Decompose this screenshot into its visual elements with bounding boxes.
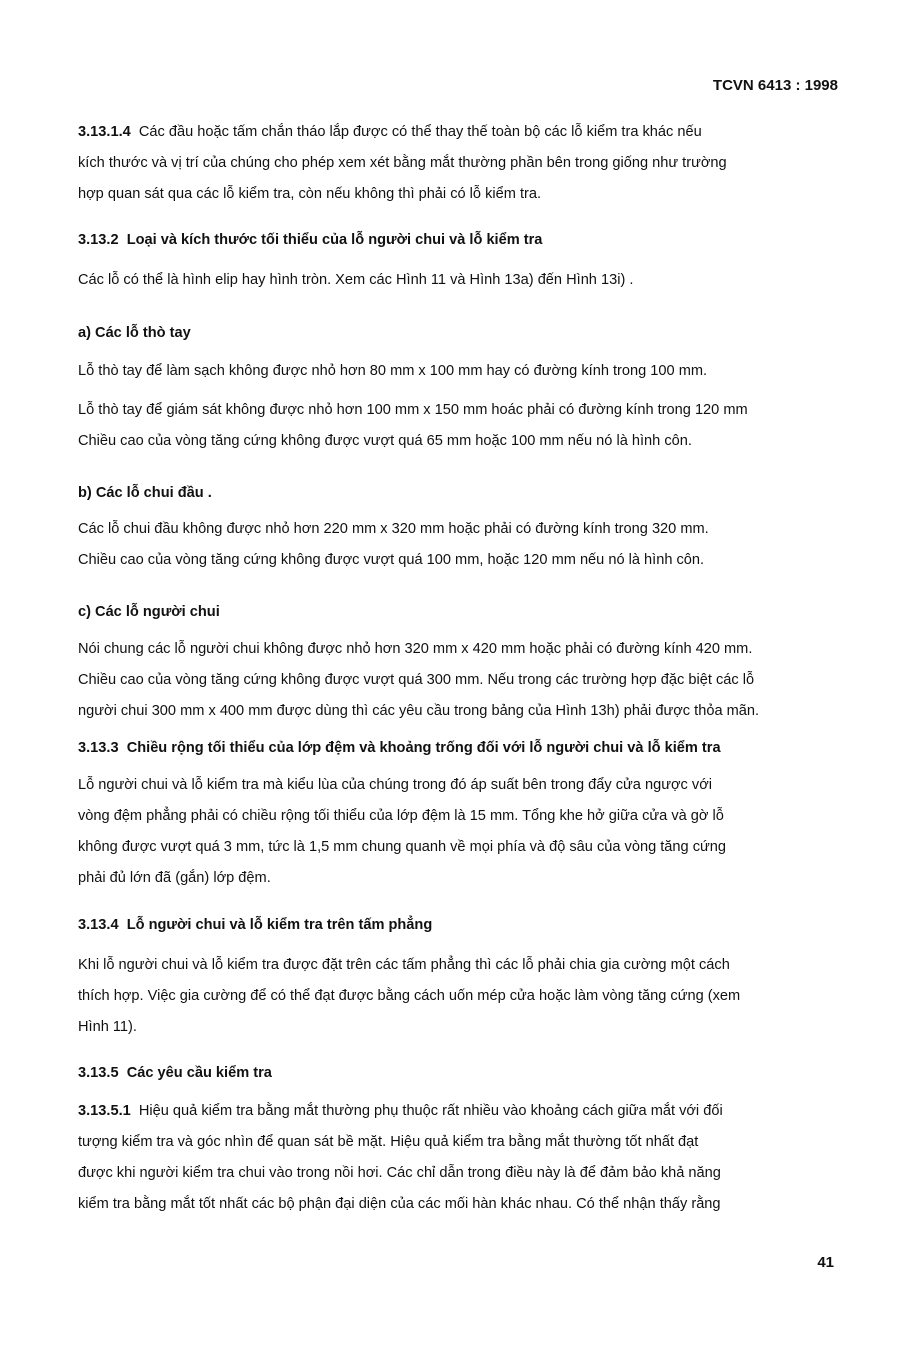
paragraph-line: tượng kiểm tra và góc nhìn để quan sát bề mặt. Hiệu quả kiểm tra bằng mắt thường tốt nhất đạt [78, 1134, 699, 1150]
section-number: 3.13.2 [78, 232, 119, 248]
paragraph-line: Chiều cao của vòng tăng cứng không được vượt quá 65 mm hoặc 100 mm nếu nó là hình côn. [78, 433, 692, 449]
paragraph-line: Các lỗ chui đầu không được nhỏ hơn 220 mm x 320 mm hoặc phải có đường kính trong 320 mm. [78, 521, 709, 537]
section-heading [78, 733, 838, 764]
paragraph-line: Các lỗ có thể là hình elip hay hình tròn. Xem các Hình 11 và Hình 13a) đến Hình 13i) . [78, 272, 634, 288]
section-3-13-3-text [78, 770, 838, 894]
paragraph-line: Lỗ người chui và lỗ kiểm tra mà kiểu lùa của chúng trong đó áp suất bên trong đẩy cửa ngược với [78, 777, 713, 793]
paragraph-line: Nói chung các lỗ người chui không được nhỏ hơn 320 mm x 420 mm hoặc phải có đường kính 420 mm. [78, 641, 753, 657]
subsection-c [78, 597, 838, 628]
subsection-a-text-2 [78, 395, 838, 457]
section-3-13-3 [78, 733, 838, 764]
text-line: Hiệu quả kiểm tra bằng mắt thường phụ thuộc rất nhiều vào khoảng cách giữa mắt với đối [138, 1103, 723, 1119]
subsection-title: c) Các lỗ người chui [78, 604, 220, 620]
paragraph-line: không được vượt quá 3 mm, tức là 1,5 mm chung quanh về mọi phía và độ sâu của vòng tăng cứng [78, 839, 726, 855]
document-code: TCVN 6413 : 1998 [712, 77, 838, 94]
subsection-c-text [78, 634, 838, 727]
section-3-13-4-text [78, 950, 838, 1043]
section-heading [78, 225, 838, 256]
subsection-title: a) Các lỗ thò tay [78, 325, 191, 341]
section-heading [78, 910, 838, 941]
text-line: Các đầu hoặc tấm chắn tháo lắp được có thể thay thế toàn bộ các lỗ kiểm tra khác nếu [138, 124, 702, 140]
section-number: 3.13.3 [78, 740, 119, 756]
subsection-title: b) Các lỗ chui đầu . [78, 485, 212, 501]
section-3-13-5 [78, 1058, 838, 1089]
paragraph-line: Hình 11). [78, 1019, 137, 1035]
section-title: Các yêu cầu kiểm tra [126, 1065, 272, 1081]
section-title: Lỗ người chui và lỗ kiểm tra trên tấm phẳng [126, 917, 433, 933]
paragraph-line: Khi lỗ người chui và lỗ kiểm tra được đặt trên các tấm phẳng thì các lỗ phải chia gia cường một cách [78, 957, 730, 973]
subsection-b [78, 478, 838, 509]
section-title: Loại và kích thước tối thiểu của lỗ người chui và lỗ kiểm tra [126, 232, 543, 248]
paragraph-line: phải đủ lớn đã (gắn) lớp đệm. [78, 870, 271, 886]
paragraph-line: Chiều cao của vòng tăng cứng không được vượt quá 100 mm, hoặc 120 mm nếu nó là hình côn. [78, 552, 705, 568]
paragraph-line [78, 1096, 838, 1127]
paragraph-line: kiểm tra bằng mắt tốt nhất các bộ phận đại diện của các mối hàn khác nhau. Có thể nhận thấy rằng [78, 1196, 721, 1212]
paragraph-line: Lỗ thò tay để làm sạch không được nhỏ hơn 80 mm x 100 mm hay có đường kính trong 100 mm. [78, 363, 708, 379]
paragraph-line: hợp quan sát qua các lỗ kiểm tra, còn nếu không thì phải có lỗ kiểm tra. [78, 186, 542, 202]
section-title: Chiều rộng tối thiểu của lớp đệm và khoảng trống đối với lỗ người chui và lỗ kiểm tra [126, 740, 721, 756]
paragraph-line: Chiều cao của vòng tăng cứng không được vượt quá 300 mm. Nếu trong các trường hợp đặc biệt các lỗ [78, 672, 755, 688]
paragraph-line: kích thước và vị trí của chúng cho phép xem xét bằng mắt thường phần bên trong giống như trường [78, 155, 727, 171]
section-number: 3.13.1.4 [78, 124, 131, 140]
paragraph-line: Lỗ thò tay để giám sát không được nhỏ hơn 100 mm x 150 mm hoác phải có đường kính trong 120 mm [78, 402, 748, 418]
section-3-13-1-4 [78, 117, 838, 210]
section-3-13-5-1 [78, 1096, 838, 1220]
subsection-a [78, 318, 838, 349]
paragraph-line: vòng đệm phẳng phải có chiều rộng tối thiểu của lớp đệm là 15 mm. Tổng khe hở giữa cửa và gờ lỗ [78, 808, 724, 824]
section-heading [78, 1058, 838, 1089]
paragraph-line: thích hợp. Việc gia cường để có thể đạt được bằng cách uốn mép cửa hoặc làm vòng tăng cứng (xem [78, 988, 741, 1004]
page-number: 41 [817, 1254, 834, 1271]
subsection-a-text [78, 356, 838, 387]
paragraph-line: người chui 300 mm x 400 mm được dùng thì các yêu cầu trong bảng của Hình 13h) phải được thỏa mãn. [78, 703, 760, 719]
section-3-13-4 [78, 910, 838, 941]
section-3-13-2 [78, 225, 838, 256]
paragraph-line [78, 117, 838, 148]
section-number: 3.13.4 [78, 917, 119, 933]
section-number: 3.13.5 [78, 1065, 119, 1081]
section-number: 3.13.5.1 [78, 1103, 131, 1119]
subsection-b-text [78, 514, 838, 576]
section-3-13-2-text [78, 265, 838, 296]
paragraph-line: được khi người kiểm tra chui vào trong nồi hơi. Các chỉ dẫn trong điều này là để đảm bảo khả năng [78, 1165, 721, 1181]
